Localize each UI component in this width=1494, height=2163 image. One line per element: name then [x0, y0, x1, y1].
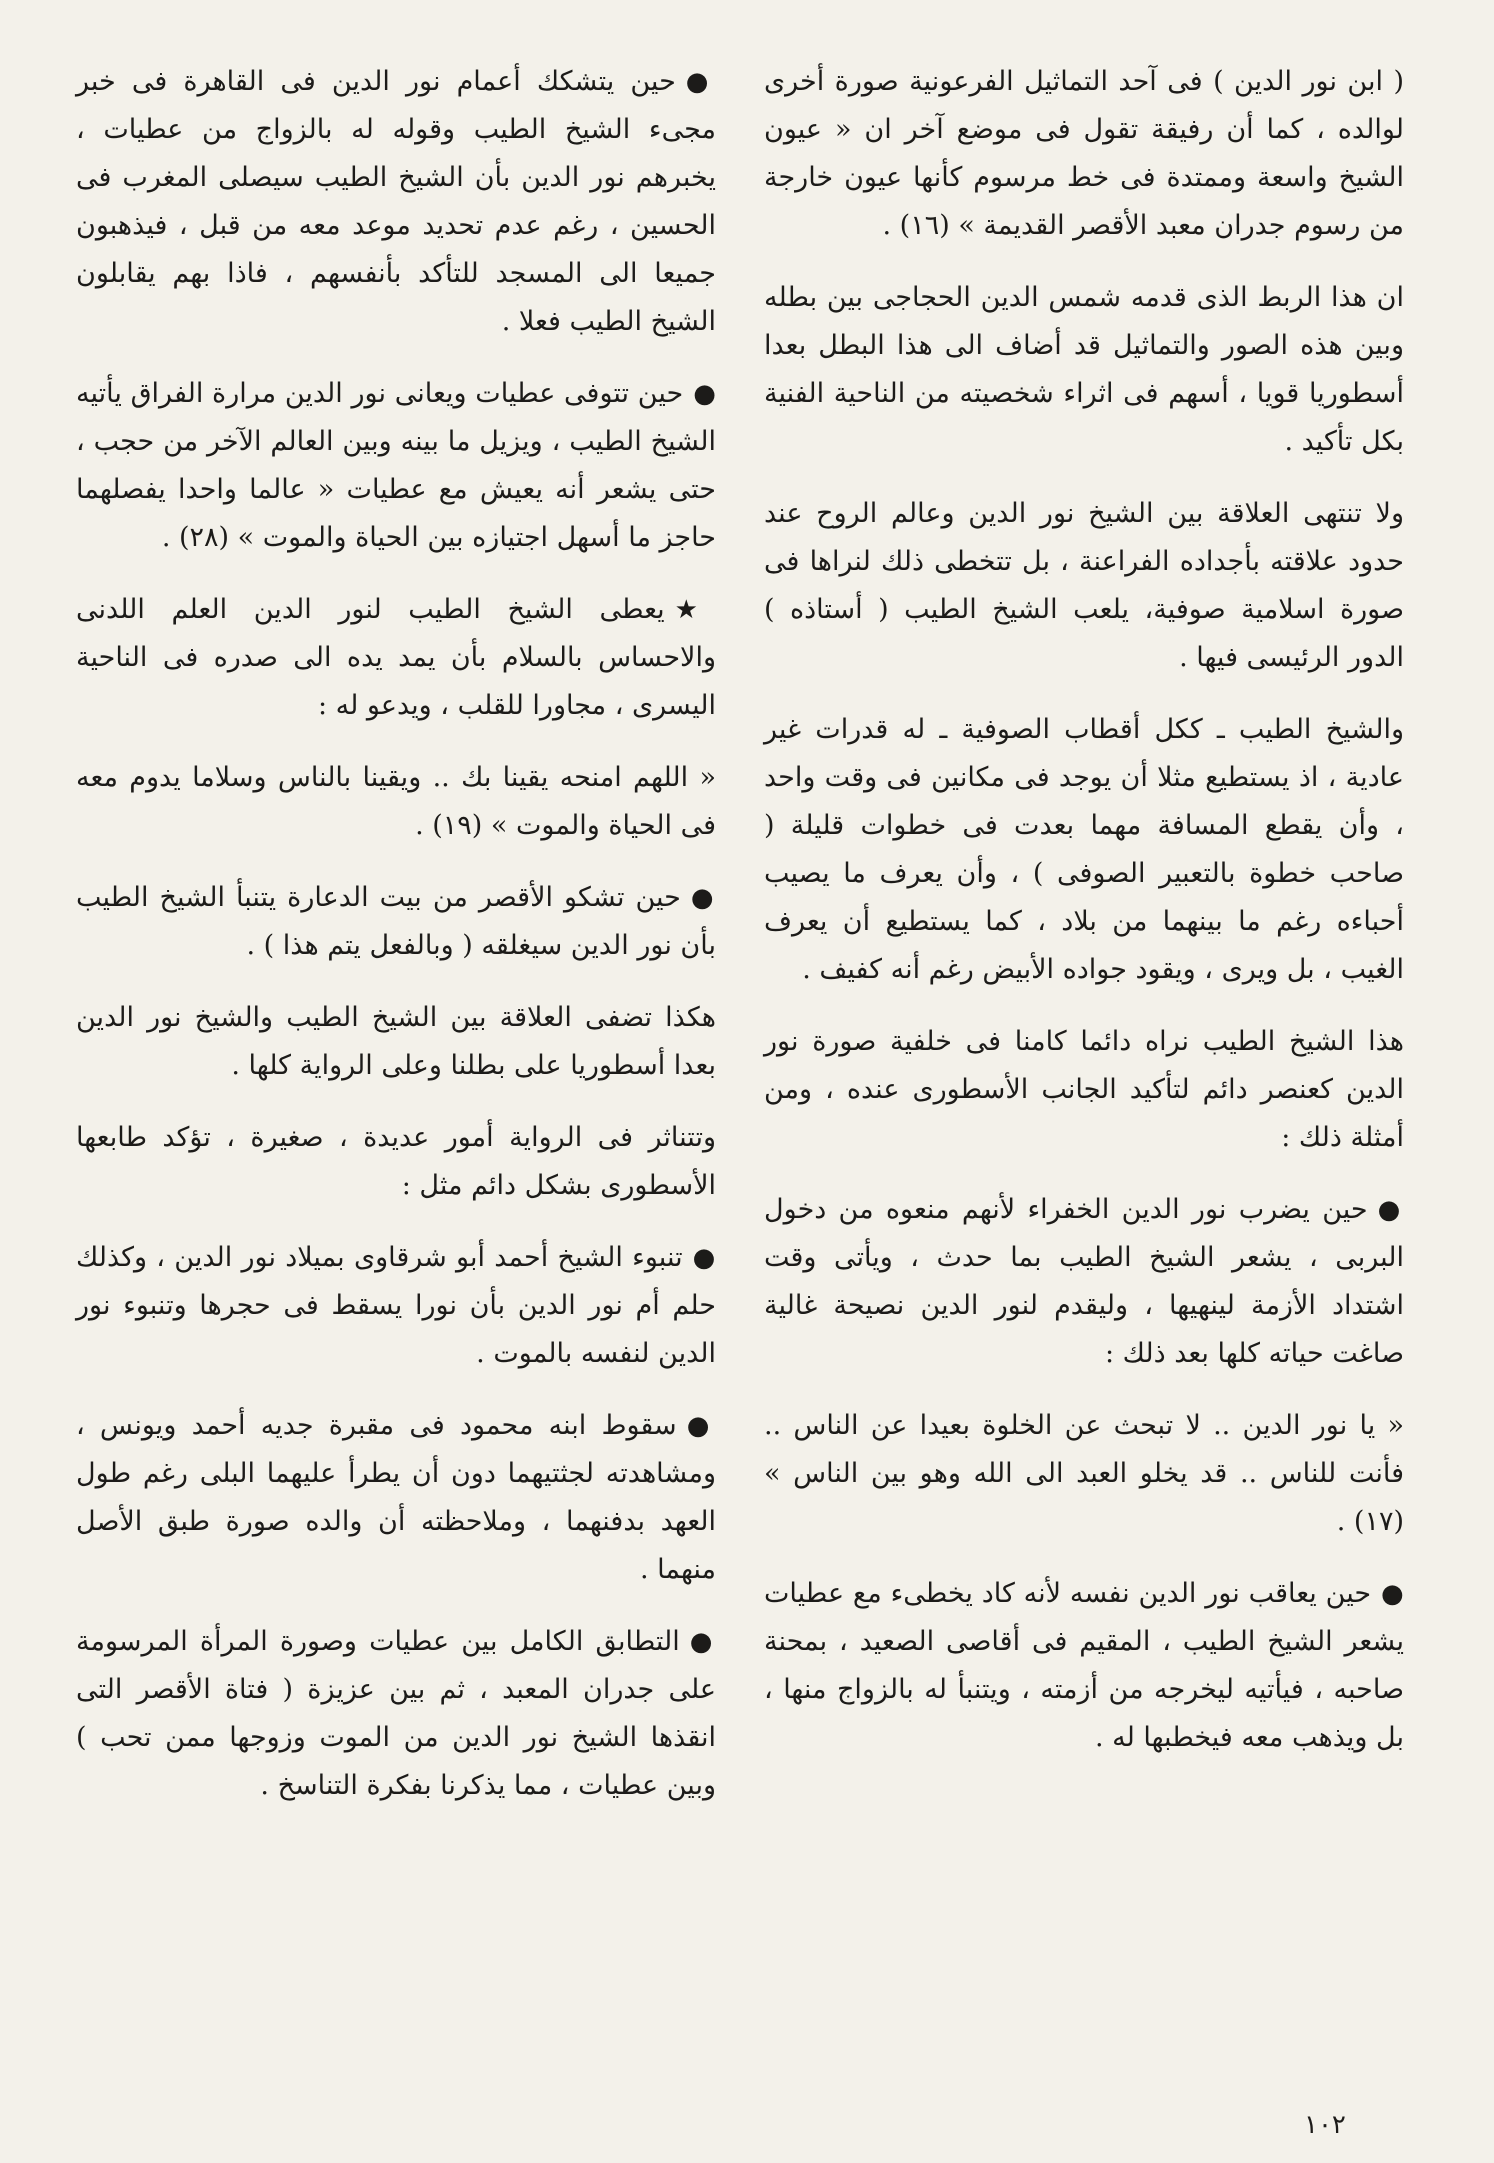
- paragraph-text: تنبوء الشيخ أحمد أبو شرقاوى بميلاد نور الدين ، وكذلك حلم أم نور الدين بأن نورا يسقط فى حجرها وتنبوء نور الدين لنفسه بالموت .: [76, 1242, 716, 1369]
- paragraph: [764, 274, 1404, 466]
- paragraph-text: التطابق الكامل بين عطيات وصورة المرأة المرسومة على جدران المعبد ، ثم بين عزيزة ( فتاة الأقصر التى انقذها الشيخ نور الدين من الموت وزوجها ممن تحب ) وبين عطيات ، مما يذكرنا بفكرة التناسخ .: [76, 1626, 716, 1801]
- star-icon: ★: [674, 595, 716, 625]
- paragraph: [76, 1114, 716, 1210]
- bullet-icon: ●: [692, 1243, 716, 1273]
- bullet-icon: ●: [686, 1411, 716, 1441]
- paragraph: [76, 1618, 716, 1810]
- paragraph: [764, 1186, 1404, 1378]
- paragraph-text: وتتناثر فى الرواية أمور عديدة ، صغيرة ، تؤكد طابعها الأسطورى بشكل دائم مثل :: [76, 1122, 716, 1201]
- paragraph-text: « اللهم امنحه يقينا بك .. ويقينا بالناس وسلاما يدوم معه فى الحياة والموت » (١٩) .: [76, 762, 716, 841]
- bullet-icon: ●: [689, 1627, 717, 1657]
- paragraph-text: « يا نور الدين .. لا تبحث عن الخلوة بعيدا عن الناس .. فأنت للناس .. قد يخلو العبد الى الله وهو بين الناس » (١٧) .: [764, 1410, 1404, 1537]
- page-number: ١٠٢: [1304, 2110, 1346, 2140]
- bullet-icon: ●: [693, 379, 717, 409]
- paragraph-text: حين يعاقب نور الدين نفسه لأنه كاد يخطىء مع عطيات يشعر الشيخ الطيب ، المقيم فى أقاصى الصعيد ، بمحنة صاحبه ، فيأتيه ليخرجه من أزمته ، ويتنبأ له بالزواج منها ، بل ويذهب معه فيخطبها له .: [764, 1578, 1404, 1753]
- bullet-icon: ●: [690, 883, 717, 913]
- paragraph: [76, 586, 716, 730]
- bullet-icon: ●: [1377, 1195, 1405, 1225]
- paragraph: [76, 370, 716, 562]
- bullet-icon: ●: [685, 67, 716, 97]
- paragraph: [76, 1402, 716, 1594]
- paragraph-text: حين تشكو الأقصر من بيت الدعارة يتنبأ الشيخ الطيب بأن نور الدين سيغلقه ( وبالفعل يتم هذا ) .: [76, 882, 716, 961]
- paragraph-text: والشيخ الطيب ـ ككل أقطاب الصوفية ـ له قدرات غير عادية ، اذ يستطيع مثلا أن يوجد فى مكانين فى وقت واحد ، وأن يقطع المسافة مهما بعدت فى خطوات قليلة ( صاحب خطوة بالتعبير الصوفى ) ، وأن يعرف ما يصيب أحباءه رغم ما بينهما من بلاد ، كما يستطيع أن يعرف الغيب ، بل ويرى ، ويقود جواده الأبيض رغم أنه كفيف .: [764, 714, 1404, 985]
- paragraph: [764, 1570, 1404, 1762]
- paragraph-text: حين تتوفى عطيات ويعانى نور الدين مرارة الفراق يأتيه الشيخ الطيب ، ويزيل ما بينه وبين العالم الآخر من حجب ، حتى يشعر أنه يعيش مع عطيات « عالما واحدا يفصلهما حاجز ما أسهل اجتيازه بين الحياة والموت » (٢٨) .: [76, 378, 716, 553]
- paragraph-text: حين يضرب نور الدين الخفراء لأنهم منعوه من دخول البربى ، يشعر الشيخ الطيب بما حدث ، ويأتى وقت اشتداد الأزمة لينهيها ، وليقدم لنور الدين نصيحة غالية صاغت حياته كلها بعد ذلك :: [764, 1194, 1404, 1369]
- bullet-icon: ●: [1381, 1579, 1404, 1609]
- paragraph: [76, 874, 716, 970]
- paragraph-text: ان هذا الربط الذى قدمه شمس الدين الحجاجى بين بطله وبين هذه الصور والتماثيل قد أضاف الى هذا البطل بعدا أسطوريا قويا ، أسهم فى اثراء شخصيته من الناحية الفنية بكل تأكيد .: [764, 282, 1404, 457]
- paragraph: [76, 1234, 716, 1378]
- paragraph: [76, 58, 716, 346]
- paragraph-text: ( ابن نور الدين ) فى آحد التماثيل الفرعونية صورة أخرى لوالده ، كما أن رفيقة تقول فى موضع آخر ان « عيون الشيخ واسعة وممتدة فى خط مرسوم كأنها عيون خارجة من رسوم جدران معبد الأقصر القديمة » (١٦) .: [764, 66, 1404, 241]
- quote-paragraph: [76, 754, 716, 850]
- paragraph-text: هكذا تضفى العلاقة بين الشيخ الطيب والشيخ نور الدين بعدا أسطوريا على بطلنا وعلى الرواية كلها .: [76, 1002, 716, 1081]
- paragraph: [76, 994, 716, 1090]
- paragraph-text: هذا الشيخ الطيب نراه دائما كامنا فى خلفية صورة نور الدين كعنصر دائم لتأكيد الجانب الأسطورى عنده ، ومن أمثلة ذلك :: [764, 1026, 1404, 1153]
- paragraph: [764, 58, 1404, 250]
- paragraph: [764, 1018, 1404, 1162]
- right-column: [764, 58, 1404, 1786]
- paragraph-text: حين يتشكك أعمام نور الدين فى القاهرة فى خبر مجىء الشيخ الطيب وقوله له بالزواج من عطيات ، يخبرهم نور الدين بأن الشيخ الطيب سيصلى المغرب فى الحسين ، رغم عدم تحديد موعد معه من قبل ، فيذهبون جميعا الى المسجد للتأكد بأنفسهم ، فاذا بهم يقابلون الشيخ الطيب فعلا .: [76, 66, 716, 337]
- paragraph: [764, 706, 1404, 994]
- paragraph-text: يعطى الشيخ الطيب لنور الدين العلم اللدنى والاحساس بالسلام بأن يمد يده الى صدره فى الناحية اليسرى ، مجاورا للقلب ، ويدعو له :: [76, 594, 716, 721]
- quote-paragraph: [764, 1402, 1404, 1546]
- left-column: [76, 58, 716, 1834]
- paragraph-text: سقوط ابنه محمود فى مقبرة جديه أحمد ويونس ، ومشاهدته لجثتيهما دون أن يطرأ عليهما البلى رغم طول العهد بدفنهما ، وملاحظته أن والده صورة طبق الأصل منهما .: [76, 1410, 716, 1585]
- paragraph-text: ولا تنتهى العلاقة بين الشيخ نور الدين وعالم الروح عند حدود علاقته بأجداده الفراعنة ، بل تتخطى ذلك لنراها فى صورة اسلامية صوفية، يلعب الشيخ الطيب ( أستاذه ) الدور الرئيسى فيها .: [764, 498, 1404, 673]
- paragraph: [764, 490, 1404, 682]
